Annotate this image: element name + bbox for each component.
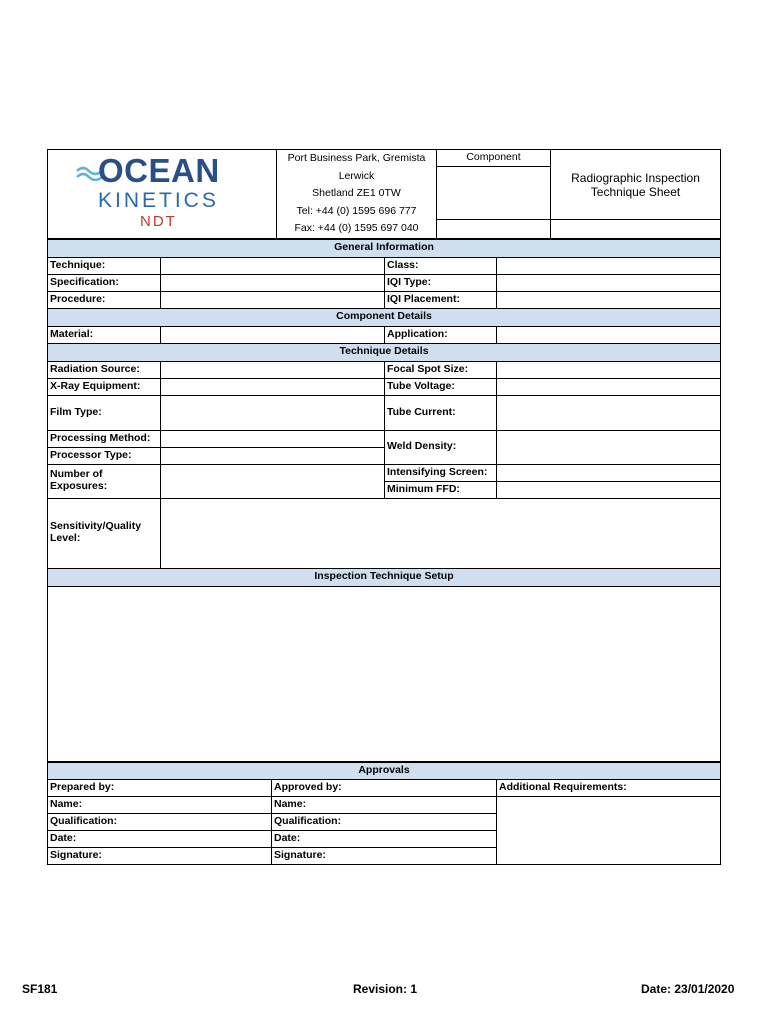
prepared-name-label: Name: xyxy=(48,796,272,813)
specification-label: Specification: xyxy=(48,274,161,291)
prepared-qualification-label: Qualification: xyxy=(48,813,272,830)
inspection-setup-header: Inspection Technique Setup xyxy=(48,568,721,586)
xray-equipment-field[interactable] xyxy=(161,378,385,395)
iqi-placement-field[interactable] xyxy=(497,291,721,308)
approved-qualification-label: Qualification: xyxy=(272,813,497,830)
logo-kinetics-text: KINETICS xyxy=(98,188,219,212)
approved-by-label: Approved by: xyxy=(272,779,497,796)
approved-signature-label: Signature: xyxy=(272,847,497,864)
tube-voltage-field[interactable] xyxy=(497,378,721,395)
number-of-exposures-label: Number of Exposures: xyxy=(48,464,161,498)
logo-ndt-text: NDT xyxy=(140,212,177,230)
sheet-title xyxy=(551,150,721,220)
material-label: Material: xyxy=(48,326,161,343)
focal-spot-size-field[interactable] xyxy=(497,361,721,378)
component-value-extra[interactable] xyxy=(437,220,551,238)
sensitivity-quality-level-field[interactable] xyxy=(161,498,721,568)
intensifying-screen-label: Intensifying Screen: xyxy=(385,464,497,481)
class-field[interactable] xyxy=(497,257,721,274)
prepared-by-label: Prepared by: xyxy=(48,779,272,796)
weld-density-field[interactable] xyxy=(497,430,721,464)
prepared-date-label: Date: xyxy=(48,830,272,847)
form-date: Date: 23/01/2020 xyxy=(641,982,735,996)
form-code: SF181 xyxy=(22,982,58,996)
film-type-label: Film Type: xyxy=(48,395,161,430)
general-information-header: General Information xyxy=(48,239,721,257)
minimum-ffd-field[interactable] xyxy=(497,481,721,498)
application-label: Application: xyxy=(385,326,497,343)
address-fax: Fax: +44 (0) 1595 697 040 xyxy=(294,222,419,234)
approvals-table xyxy=(47,762,721,865)
address-tel: Tel: +44 (0) 1595 696 777 xyxy=(296,204,417,217)
additional-requirements-field[interactable] xyxy=(497,796,721,864)
intensifying-screen-field[interactable] xyxy=(497,464,721,481)
iqi-placement-label: IQI Placement: xyxy=(385,291,497,308)
company-logo xyxy=(48,151,248,237)
number-of-exposures-field[interactable] xyxy=(161,464,385,498)
approvals-header: Approvals xyxy=(48,762,721,779)
application-field[interactable] xyxy=(497,326,721,343)
iqi-type-field[interactable] xyxy=(497,274,721,291)
processing-method-label: Processing Method: xyxy=(48,430,161,447)
class-label: Class: xyxy=(385,257,497,274)
tube-current-field[interactable] xyxy=(497,395,721,430)
technique-details-header: Technique Details xyxy=(48,343,721,361)
processor-type-field[interactable] xyxy=(161,447,385,464)
address-line2: Lerwick xyxy=(338,169,375,182)
processing-method-field[interactable] xyxy=(161,430,385,447)
xray-equipment-label: X-Ray Equipment: xyxy=(48,378,161,395)
tube-current-label: Tube Current: xyxy=(385,395,497,430)
title-blank-cell xyxy=(551,220,721,238)
sensitivity-quality-level-label: Sensitivity/Quality Level: xyxy=(48,498,161,568)
focal-spot-size-label: Focal Spot Size: xyxy=(385,361,497,378)
logo-ocean-text: OCEAN xyxy=(98,151,220,189)
technique-field[interactable] xyxy=(161,257,385,274)
technique-sheet-form xyxy=(47,149,720,873)
tube-voltage-label: Tube Voltage: xyxy=(385,378,497,395)
approved-name-label: Name: xyxy=(272,796,497,813)
specification-field[interactable] xyxy=(161,274,385,291)
radiation-source-label: Radiation Source: xyxy=(48,361,161,378)
processor-type-label: Processor Type: xyxy=(48,447,161,464)
inspection-setup-area[interactable] xyxy=(48,586,721,761)
address-line1: Port Business Park, Gremista xyxy=(287,152,426,164)
body-table xyxy=(47,239,721,762)
iqi-type-label: IQI Type: xyxy=(385,274,497,291)
sheet-title-line2: Technique Sheet xyxy=(590,184,681,199)
component-value-field[interactable] xyxy=(437,167,551,220)
logo-cell xyxy=(48,150,277,239)
approved-date-label: Date: xyxy=(272,830,497,847)
prepared-signature-label: Signature: xyxy=(48,847,272,864)
minimum-ffd-label: Minimum FFD: xyxy=(385,481,497,498)
film-type-field[interactable] xyxy=(161,395,385,430)
address-line3: Shetland ZE1 0TW xyxy=(312,187,401,199)
material-field[interactable] xyxy=(161,326,385,343)
procedure-field[interactable] xyxy=(161,291,385,308)
procedure-label: Procedure: xyxy=(48,291,161,308)
weld-density-label: Weld Density: xyxy=(385,430,497,464)
company-address xyxy=(277,150,437,239)
component-details-header: Component Details xyxy=(48,308,721,326)
revision-label: Revision: 1 xyxy=(353,982,418,996)
radiation-source-field[interactable] xyxy=(161,361,385,378)
technique-label: Technique: xyxy=(48,257,161,274)
header-table xyxy=(47,149,721,239)
component-label: Component xyxy=(437,150,551,167)
additional-requirements-label: Additional Requirements: xyxy=(497,779,721,796)
sheet-title-line1: Radiographic Inspection xyxy=(571,170,700,185)
